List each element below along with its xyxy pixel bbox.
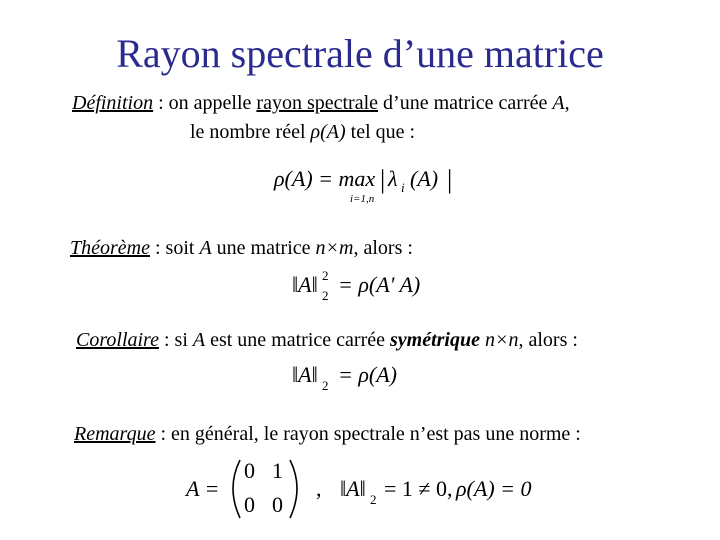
theorem-text-2: une matrice — [211, 237, 316, 259]
definition-rho: ρ — [310, 121, 321, 143]
corollary-text-1: si — [174, 329, 193, 351]
formula2-sub: 2 — [322, 288, 329, 303]
definition-line2-pre: le nombre réel — [190, 121, 311, 143]
page-title: Rayon spectrale d’une matrice — [116, 31, 604, 76]
definition-var-a: A — [552, 92, 565, 114]
formula3-norm: ‖A‖ — [292, 362, 318, 387]
corollary-label: Corollaire — [76, 329, 159, 351]
matrix-cell-00: 0 — [244, 458, 255, 483]
formula3-sub: 2 — [322, 378, 329, 393]
formula1-lambda: λ — [388, 166, 398, 191]
corollary-bold: symétrique — [389, 329, 480, 351]
formula2-rhs: = ρ(A' A) — [338, 272, 421, 297]
formula4-lhs: A = — [186, 476, 220, 501]
formula4-comma: , — [316, 476, 322, 501]
formula1-sub: i=1,n — [350, 193, 375, 205]
theorem-dims: n×m — [315, 237, 354, 259]
formula1-abs-close: | — [447, 165, 453, 194]
formula1-lhs: ρ(A) = max — [274, 166, 376, 191]
definition-arg: (A) — [320, 121, 346, 143]
remark-sep: : — [155, 423, 172, 445]
corollary-sep: : — [158, 329, 175, 351]
definition-line-1 — [72, 92, 570, 115]
definition-text-1: on appelle — [168, 92, 257, 114]
theorem-label: Théorème — [70, 237, 150, 259]
formula-spectral-radius — [270, 158, 470, 208]
matrix-right-paren — [290, 460, 297, 518]
formula2-sup: 2 — [322, 268, 329, 283]
theorem-sep: : — [149, 237, 166, 259]
formula1-arg: (A) — [410, 166, 439, 191]
definition-term: rayon spectrale — [256, 92, 379, 114]
corollary-var-a: A — [192, 329, 206, 351]
formula4-sub: 2 — [370, 492, 377, 507]
remark-line — [74, 423, 581, 446]
corollary-text-2: est une matrice carrée — [205, 329, 390, 351]
formula2-norm: ‖A‖ — [292, 272, 318, 297]
formula-norm2-symmetric — [288, 358, 428, 394]
definition-line-2 — [190, 121, 415, 144]
definition-sep: : — [153, 92, 169, 114]
definition-text-3: , — [564, 92, 570, 114]
formula1-abs-open: | — [380, 165, 386, 194]
formula1-lambda-sub: i — [401, 180, 405, 195]
formula-counterexample — [180, 452, 560, 524]
corollary-dims: n×n — [484, 329, 519, 351]
theorem-text-1: soit — [165, 237, 200, 259]
matrix-cell-10: 0 — [244, 492, 255, 517]
matrix-cell-11: 0 — [272, 492, 283, 517]
formula4-norm: ‖A‖ — [340, 476, 366, 501]
definition-label: Définition — [72, 92, 154, 114]
theorem-line — [70, 237, 413, 260]
remark-text: en général, le rayon spectrale n’est pas une norme : — [171, 423, 581, 445]
matrix-cell-01: 1 — [272, 458, 283, 483]
formula4-norm-rhs: = 1 ≠ 0, — [384, 476, 453, 501]
remark-label: Remarque — [74, 423, 156, 445]
matrix-left-paren — [233, 460, 240, 518]
theorem-var-a: A — [199, 237, 212, 259]
corollary-text-4: , alors : — [518, 329, 578, 351]
formula-norm2-squared — [288, 266, 448, 306]
formula3-rhs: = ρ(A) — [338, 362, 397, 387]
corollary-line — [76, 329, 578, 352]
definition-line2-post: tel que : — [345, 121, 416, 143]
formula4-rho-part: ρ(A) = 0 — [456, 476, 532, 501]
definition-text-2: d’une matrice carrée — [378, 92, 553, 114]
theorem-text-3: , alors : — [353, 237, 413, 259]
